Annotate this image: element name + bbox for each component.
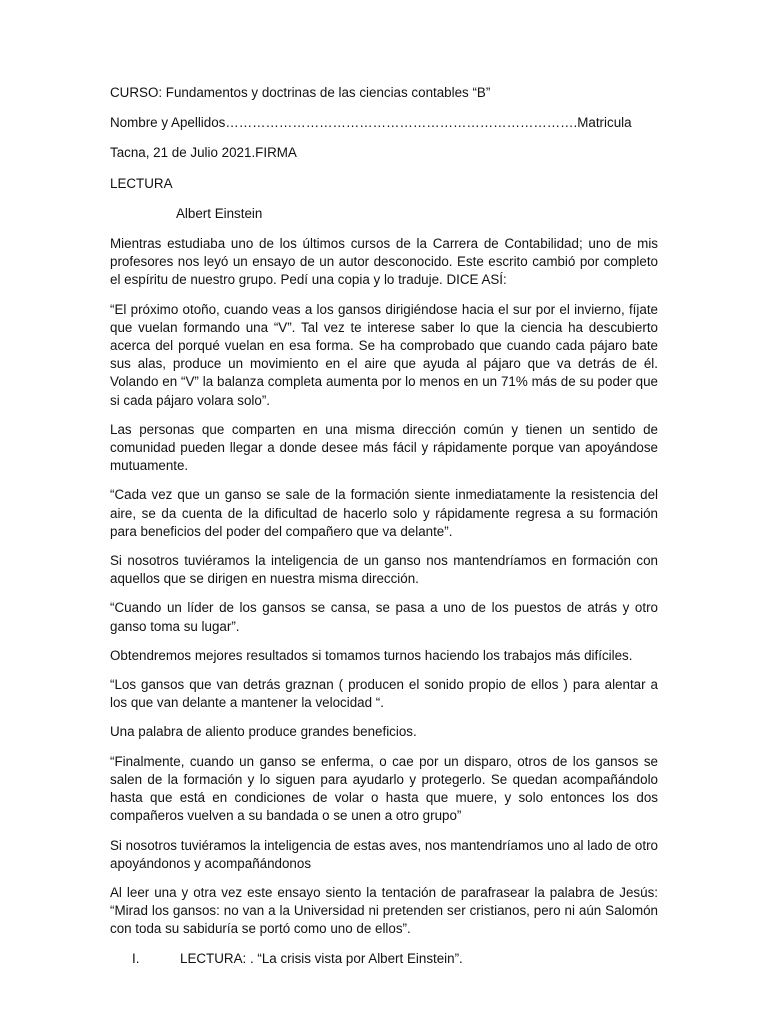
paragraph-community: Las personas que comparten en una misma dirección común y tienen un sentido de comunidad pueden llegar a donde desee más fácil y rápidamente porque van apoyándose mutuamente. bbox=[110, 421, 658, 474]
date-line: Tacna, 21 de Julio 2021.FIRMA bbox=[110, 145, 297, 161]
list-item bbox=[110, 950, 658, 968]
paragraph-intro: Mientras estudiaba uno de los últimos cursos de la Carrera de Contabilidad; uno de mis profesores nos leyó un ensayo de un autor desconocido. Este escrito cambió por completo el espíritu de nuestro grupo. Pedí una copia y lo traduje. DICE ASÍ: bbox=[110, 236, 658, 288]
name-line: Nombre y Apellidos…………………………………………………………………….Matricula bbox=[110, 115, 632, 131]
paragraph-quote-sick: “Finalmente, cuando un ganso se enferma, o cae por un disparo, otros de los gansos se salen de la formación y lo siguen para ayudarlo y protegerlo. Se quedan acompañándolo hasta que está en condiciones de volar o hasta que muere, y solo entonces los dos compañeros vuelven a su bandada o se unen a otro grupo” bbox=[110, 753, 658, 824]
course-line: CURSO: Fundamentos y doctrinas de las ciencias contables “B” bbox=[110, 85, 491, 100]
list-text: LECTURA: . “La crisis vista por Albert Einstein”. bbox=[180, 950, 463, 966]
paragraph-quote-v-formation: “El próximo otoño, cuando veas a los gansos dirigiéndose hacia el sur por el invierno, fíjate que vuelan formando una “V”. Tal vez te interese saber lo que la ciencia ha descubierto acerca del porqué vuelan en esa forma. Se ha comprobado que cuando cada pájaro bate sus alas, produce un movimiento en el aire que ayuda al pájaro que va detrás de él. Volando en “V” la balanza completa aumenta por lo menos en un 71% más de su poder que si cada pájaro volara solo”. bbox=[110, 301, 658, 408]
paragraph-encouragement: Una palabra de aliento produce grandes beneficios. bbox=[110, 724, 417, 740]
paragraph-turns: Obtendremos mejores resultados si tomamos turnos haciendo los trabajos más difíciles. bbox=[110, 647, 633, 663]
document-page bbox=[110, 84, 658, 968]
list-number: I. bbox=[132, 950, 140, 966]
paragraph-quote-honk: “Los gansos que van detrás graznan ( producen el sonido propio de ellos ) para alentar a los que van delante a mantener la velocidad “. bbox=[110, 677, 658, 711]
reading-heading: LECTURA bbox=[110, 175, 173, 191]
paragraph-support: Si nosotros tuviéramos la inteligencia de estas aves, nos mantendríamos uno al lado de otro apoyándonos y acompañándonos bbox=[110, 837, 658, 871]
paragraph-intelligence: Si nosotros tuviéramos la inteligencia de un ganso nos mantendríamos en formación con aquellos que se dirigen en nuestra misma dirección. bbox=[110, 553, 658, 587]
paragraph-closing: Al leer una y otra vez este ensayo siento la tentación de parafrasear la palabra de Jesús: “Mirad los gansos: no van a la Universidad ni pretenden ser cristianos, pero ni aún Salomón con toda su sabiduría se portó como uno de ellos”. bbox=[110, 884, 658, 937]
author-line: Albert Einstein bbox=[176, 205, 263, 221]
paragraph-quote-leader: “Cuando un líder de los gansos se cansa, se pasa a uno de los puestos de atrás y otro ganso toma su lugar”. bbox=[110, 600, 658, 634]
paragraph-quote-formation: “Cada vez que un ganso se sale de la formación siente inmediatamente la resistencia del aire, se da cuenta de la dificultad de hacerlo solo y rápidamente regresa a su formación para beneficios del poder del compañero que va delante”. bbox=[110, 487, 658, 539]
